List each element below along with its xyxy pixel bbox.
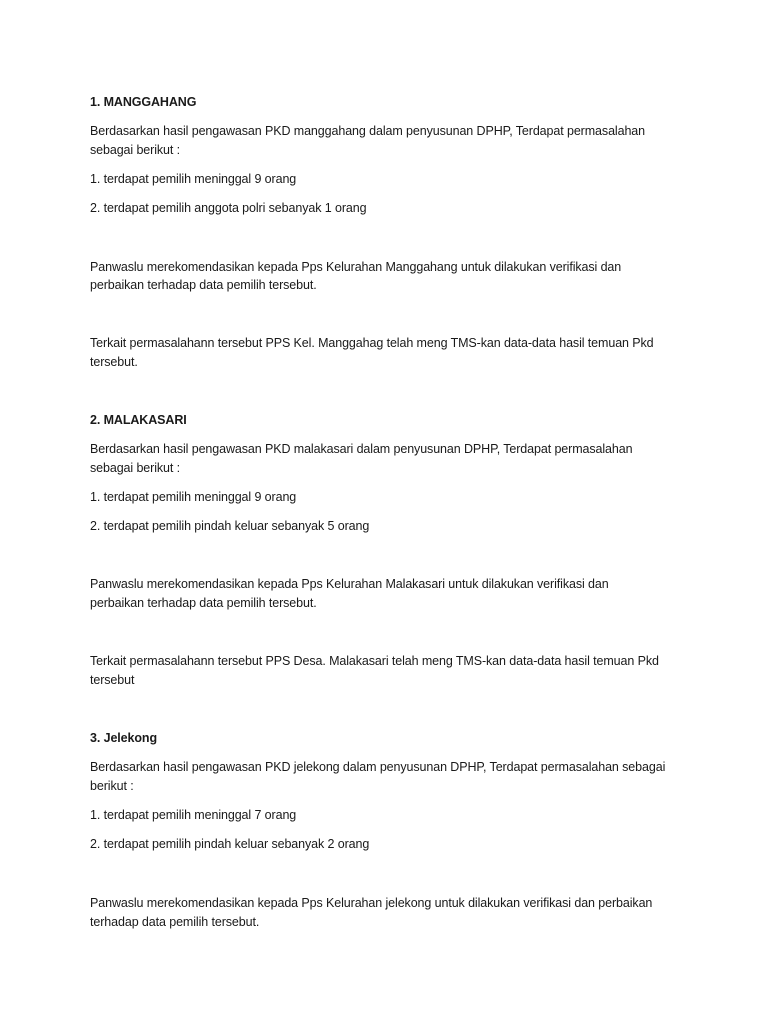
section-3-heading: 3. Jelekong: [90, 731, 157, 745]
section-2-intro-line-1: Berdasarkan hasil pengawasan PKD malakasari dalam penyusunan DPHP, Terdapat permasalahan: [90, 442, 633, 456]
section-3-item-1: 1. terdapat pemilih meninggal 7 orang: [90, 808, 297, 822]
section-1-recommendation-line-2: perbaikan terhadap data pemilih tersebut.: [90, 278, 317, 292]
section-3-item-2: 2. terdapat pemilih pindah keluar sebanyak 2 orang: [90, 837, 370, 851]
section-3-intro-line-1: Berdasarkan hasil pengawasan PKD jelekong dalam penyusunan DPHP, Terdapat permasalahan sebagai: [90, 760, 666, 774]
section-1-followup-line-2: tersebut.: [90, 355, 138, 369]
section-2-item-1: 1. terdapat pemilih meninggal 9 orang: [90, 490, 297, 504]
section-2-item-2: 2. terdapat pemilih pindah keluar sebanyak 5 orang: [90, 519, 370, 533]
section-1-recommendation-line-1: Panwaslu merekomendasikan kepada Pps Kelurahan Manggahang untuk dilakukan verifikasi dan: [90, 260, 622, 274]
section-2-followup-line-2: tersebut: [90, 673, 135, 687]
section-2-recommendation-line-1: Panwaslu merekomendasikan kepada Pps Kelurahan Malakasari untuk dilakukan verifikasi dan: [90, 577, 609, 591]
section-2-followup-line-1: Terkait permasalahann tersebut PPS Desa. Malakasari telah meng TMS-kan data-data hasil temuan Pkd: [90, 654, 659, 668]
section-2-intro-line-2: sebagai berikut :: [90, 461, 181, 475]
section-2-heading: 2. MALAKASARI: [90, 413, 187, 427]
section-1-heading: 1. MANGGAHANG: [90, 95, 197, 109]
section-1-item-2: 2. terdapat pemilih anggota polri sebanyak 1 orang: [90, 201, 367, 215]
section-1-followup-line-1: Terkait permasalahann tersebut PPS Kel. Manggahag telah meng TMS-kan data-data hasil temuan Pkd: [90, 336, 654, 350]
section-2-recommendation-line-2: perbaikan terhadap data pemilih tersebut.: [90, 596, 317, 610]
section-3-intro-line-2: berikut :: [90, 779, 134, 793]
section-1-item-1: 1. terdapat pemilih meninggal 9 orang: [90, 172, 297, 186]
section-3-recommendation-line-1: Panwaslu merekomendasikan kepada Pps Kelurahan jelekong untuk dilakukan verifikasi dan perbaikan: [90, 896, 653, 910]
section-1-intro-line-2: sebagai berikut :: [90, 143, 181, 157]
section-3-recommendation-line-2: terhadap data pemilih tersebut.: [90, 915, 260, 929]
section-1-intro-line-1: Berdasarkan hasil pengawasan PKD manggahang dalam penyusunan DPHP, Terdapat permasalahan: [90, 124, 646, 138]
